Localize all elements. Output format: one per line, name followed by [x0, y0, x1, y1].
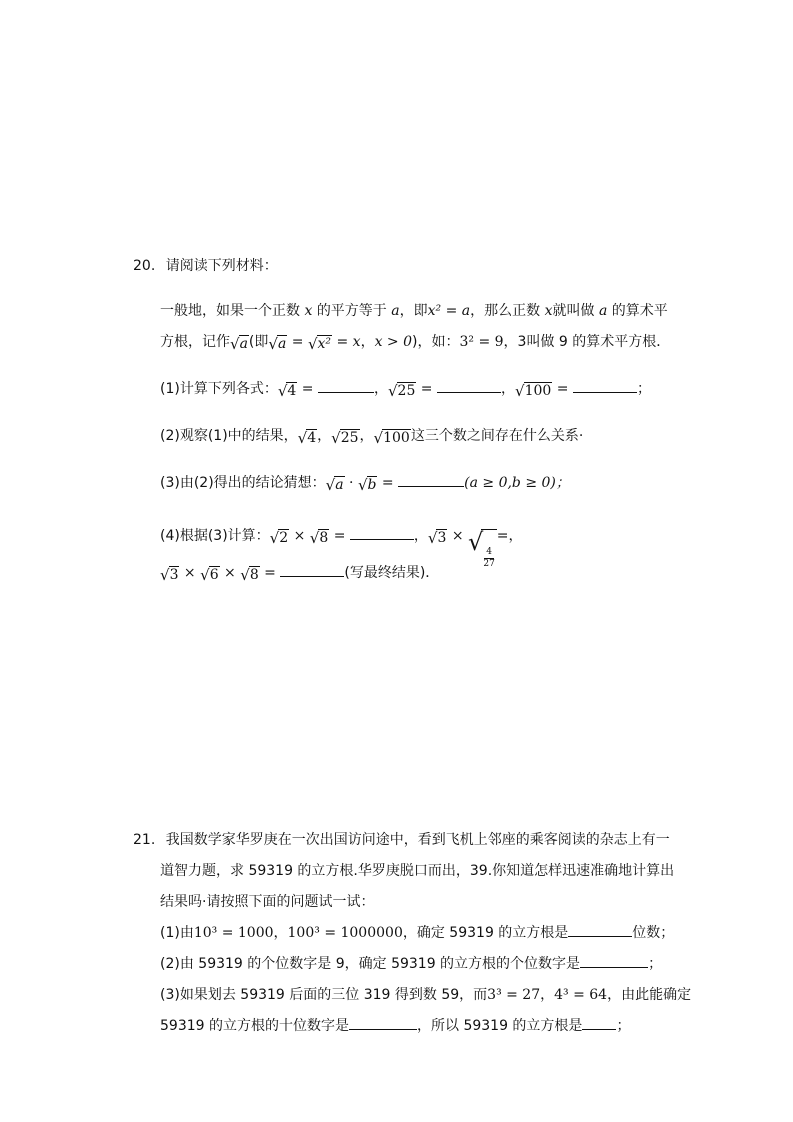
q21-line1: 21. 我国数学家华罗庚在一次出国访问途中，看到飞机上邻座的乘客阅读的杂志上有一 — [133, 832, 670, 848]
x2-eq-a: x² = a — [427, 303, 471, 319]
q21-sub4: 59319 的立方根的十位数字是 ，所以 59319 的立方根是 ； — [160, 1018, 631, 1034]
sqrt-fraction: √ $\frac{4}{27}$ — [468, 528, 495, 569]
q21-sub2: (2)由 59319 的个位数字是 9，确定 59319 的立方根的个位数字是 ； — [160, 956, 663, 972]
answer-blank-sqrt2x8[interactable] — [350, 526, 414, 540]
q20-number: 20. — [133, 258, 156, 274]
q20-sub3: (3)由(2)得出的结论猜想： √ a · √ b = (a ≥ 0,b ≥ 0)； — [160, 475, 570, 494]
answer-blank-sqrt4[interactable] — [318, 379, 374, 393]
sqrt-a: √ a — [230, 335, 248, 353]
q20-sub4-line1: (4)根据(3)计算： √ 2 × √ 8 = ， √ 3 × √ $\frac{4}{27}$ =， — [160, 528, 523, 569]
q20-para-line2: 方根，记作 √ a (即 √ a = √ x² = x，x > 0)，如：3² = 9，3叫做 9 的算术平方根． — [160, 334, 671, 353]
q21-line3: 结果吗·请按照下面的问题试一试： — [160, 894, 375, 910]
q21-sub3: (3)如果划去 59319 后面的三位 319 得到数 59，而3³ = 27，4³ = 64，由此能确定 — [160, 987, 692, 1003]
q20-sub4-line2: √ 3 × √ 6 × √ 8 = (写最终结果)． — [160, 565, 440, 584]
answer-blank-sqrt25[interactable] — [437, 379, 501, 393]
q21-line2: 道智力题，求 59319 的立方根.华罗庚脱口而出，39.你知道怎样迅速准确地计算出 — [160, 863, 675, 879]
answer-blank-sqrt100[interactable] — [573, 379, 637, 393]
q20-sub1: (1)计算下列各式： √ 4 = ， √ 25 = ， √ 100 = ； — [160, 381, 651, 400]
answer-blank-conjecture[interactable] — [398, 473, 464, 487]
answer-blank-cube-root[interactable] — [582, 1016, 616, 1030]
answer-blank-tens-digit[interactable] — [349, 1016, 417, 1030]
answer-blank-product[interactable] — [280, 563, 344, 577]
q21-sub1: (1)由10³ = 1000，100³ = 1000000，确定 59319 的立方根是 位数； — [160, 925, 675, 941]
q20-para-line1: 一般地，如果一个正数 x 的平方等于 a，即x² = a，那么正数 x就叫做 a 的算术平 — [160, 303, 668, 319]
q20-sub2: (2)观察(1)中的结果， √ 4 ， √ 25 ， √ 100 这三个数之间存在什么关系· — [160, 428, 584, 447]
answer-blank-ones-digit[interactable] — [580, 954, 648, 968]
answer-blank-digits[interactable] — [568, 923, 632, 937]
q21-number: 21. — [133, 832, 156, 848]
q20-header — [133, 256, 278, 276]
q20-title: 请阅读下列材料： — [165, 258, 278, 274]
